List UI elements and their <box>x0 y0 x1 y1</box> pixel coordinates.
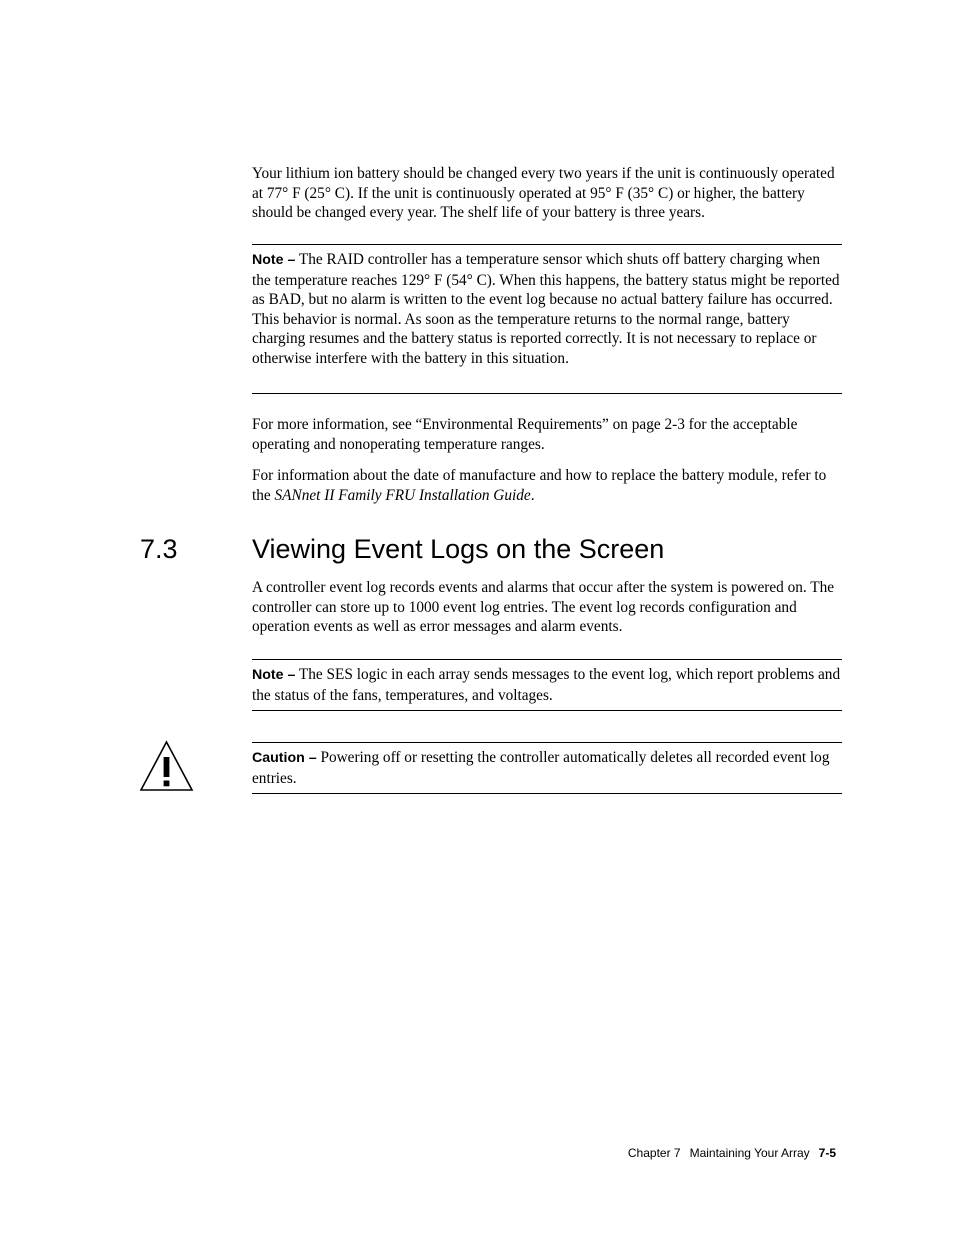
event-log-paragraph: A controller event log records events and alarms that occur after the system is powered on. The controller can store up to 1000 event log entries. The event log records configuration and operation events as well as error messages and alarm events. <box>252 579 835 636</box>
manufacture-info-paragraph <box>252 466 842 505</box>
note-top-rule <box>252 244 842 245</box>
caution-bottom-rule <box>252 793 842 794</box>
caution-text: Powering off or resetting the controller automatically deletes all recorded event log entries. <box>252 749 830 787</box>
page-footer <box>560 1146 836 1161</box>
manufacture-info-suffix: . <box>530 486 535 504</box>
caution-event-log <box>252 748 842 788</box>
note-text: The SES logic in each array sends messages to the event log, which report problems and the status of the fans, temperatures, and voltages. <box>252 666 841 704</box>
note-lead: Note – <box>252 667 296 683</box>
footer-page-number: 7-5 <box>818 1146 836 1160</box>
warning-triangle-icon <box>139 740 194 792</box>
note-bottom-rule <box>252 393 842 394</box>
note-ses-bottom-rule <box>252 710 842 711</box>
section-title: Viewing Event Logs on the Screen <box>252 534 665 564</box>
footer-chapter-title: Maintaining Your Array <box>689 1146 810 1160</box>
battery-paragraph: Your lithium ion battery should be changed every two years if the unit is continuously operated at 77° F (25° C). If the unit is continuously operated at 95° F (35° C) or higher, the battery should be changed every year. The shelf life of your battery is three years. <box>252 165 835 222</box>
manufacture-info-prefix: For information about the date of manufacture and how to replace the battery module, refer to the <box>252 467 827 504</box>
note-raid-temperature <box>252 250 842 369</box>
section-number: 7.3 <box>140 534 178 564</box>
caution-lead: Caution – <box>252 750 317 766</box>
note-ses-logic <box>252 665 842 705</box>
note-text: The RAID controller has a temperature sensor which shuts off battery charging when the temperature reaches 129° F (54° C). When this happens, the battery status might be reported as BAD, but no alarm is written to the event log because no actual battery failure has occurred. This behavior is normal. As soon as the temperature returns to the normal range, battery charging resumes and the battery status is reported correctly. It is not necessary to replace or otherwise interfere with the battery in this situation. <box>252 251 840 367</box>
more-info-paragraph: For more information, see “Environmental Requirements” on page 2-3 for the acceptable operating and nonoperating temperature ranges. <box>252 416 798 453</box>
note-lead: Note – <box>252 252 296 268</box>
caution-top-rule <box>252 742 842 743</box>
fru-guide-title: SANnet II Family FRU Installation Guide <box>274 486 531 504</box>
footer-chapter: Chapter 7 <box>627 1146 681 1160</box>
note-ses-top-rule <box>252 659 842 660</box>
